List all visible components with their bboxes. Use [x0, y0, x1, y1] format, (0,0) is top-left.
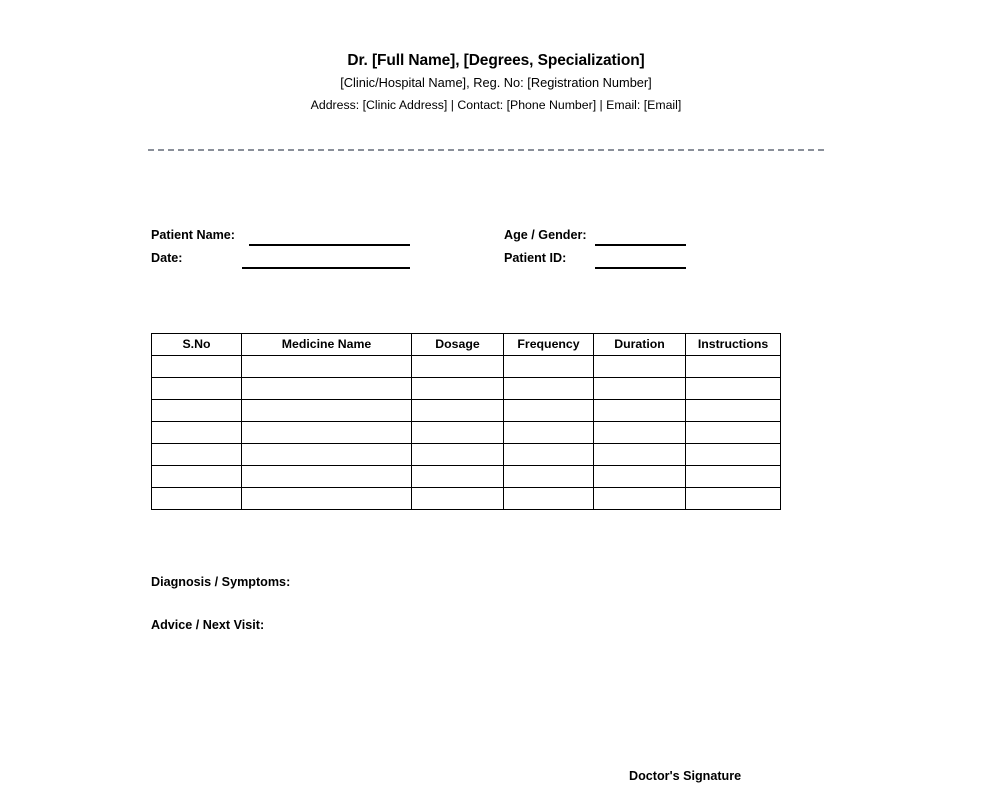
cell-sno[interactable] [152, 422, 242, 444]
column-header-sno: S.No [152, 334, 242, 356]
table-row[interactable] [152, 488, 781, 510]
cell-medicine[interactable] [242, 488, 412, 510]
cell-dosage[interactable] [412, 466, 504, 488]
cell-duration[interactable] [594, 356, 686, 378]
cell-frequency[interactable] [504, 378, 594, 400]
column-header-frequency: Frequency [504, 334, 594, 356]
cell-frequency[interactable] [504, 400, 594, 422]
cell-instructions[interactable] [686, 400, 781, 422]
cell-sno[interactable] [152, 356, 242, 378]
cell-frequency[interactable] [504, 422, 594, 444]
cell-duration[interactable] [594, 444, 686, 466]
patient-info-section [0, 228, 992, 278]
cell-sno[interactable] [152, 400, 242, 422]
cell-instructions[interactable] [686, 378, 781, 400]
patient-id-label: Patient ID: [504, 251, 567, 265]
cell-duration[interactable] [594, 422, 686, 444]
cell-duration[interactable] [594, 378, 686, 400]
table-row[interactable] [152, 378, 781, 400]
date-input-line[interactable] [242, 267, 410, 269]
cell-medicine[interactable] [242, 378, 412, 400]
header-divider [148, 149, 824, 151]
cell-sno[interactable] [152, 378, 242, 400]
cell-sno[interactable] [152, 466, 242, 488]
cell-frequency[interactable] [504, 444, 594, 466]
cell-duration[interactable] [594, 488, 686, 510]
cell-instructions[interactable] [686, 356, 781, 378]
age-gender-input-line[interactable] [595, 244, 686, 246]
cell-medicine[interactable] [242, 400, 412, 422]
cell-medicine[interactable] [242, 356, 412, 378]
table-row[interactable] [152, 356, 781, 378]
patient-id-input-line[interactable] [595, 267, 686, 269]
column-header-medicine: Medicine Name [242, 334, 412, 356]
letterhead [0, 50, 992, 116]
cell-medicine[interactable] [242, 466, 412, 488]
cell-dosage[interactable] [412, 400, 504, 422]
table-row[interactable] [152, 422, 781, 444]
cell-instructions[interactable] [686, 422, 781, 444]
cell-sno[interactable] [152, 444, 242, 466]
cell-dosage[interactable] [412, 444, 504, 466]
patient-name-input-line[interactable] [249, 244, 410, 246]
cell-sno[interactable] [152, 488, 242, 510]
cell-dosage[interactable] [412, 356, 504, 378]
table-body [152, 356, 781, 510]
cell-medicine[interactable] [242, 422, 412, 444]
column-header-dosage: Dosage [412, 334, 504, 356]
table-row[interactable] [152, 444, 781, 466]
cell-dosage[interactable] [412, 378, 504, 400]
cell-duration[interactable] [594, 466, 686, 488]
cell-dosage[interactable] [412, 488, 504, 510]
cell-dosage[interactable] [412, 422, 504, 444]
column-header-instructions: Instructions [686, 334, 781, 356]
table-header-row [152, 334, 781, 356]
doctor-signature-label: Doctor's Signature [629, 769, 742, 783]
clinic-registration-line: [Clinic/Hospital Name], Reg. No: [Registration Number] [340, 75, 652, 90]
cell-frequency[interactable] [504, 356, 594, 378]
advice-next-visit-label: Advice / Next Visit: [151, 618, 265, 632]
date-label: Date: [151, 251, 183, 265]
cell-instructions[interactable] [686, 466, 781, 488]
cell-frequency[interactable] [504, 466, 594, 488]
diagnosis-symptoms-label: Diagnosis / Symptoms: [151, 575, 291, 589]
doctor-name-heading: Dr. [Full Name], [Degrees, Specialization] [347, 52, 645, 69]
cell-medicine[interactable] [242, 444, 412, 466]
cell-instructions[interactable] [686, 444, 781, 466]
table-row[interactable] [152, 466, 781, 488]
cell-instructions[interactable] [686, 488, 781, 510]
table-row[interactable] [152, 400, 781, 422]
cell-frequency[interactable] [504, 488, 594, 510]
patient-name-label: Patient Name: [151, 228, 235, 242]
column-header-duration: Duration [594, 334, 686, 356]
prescription-table [151, 333, 781, 510]
age-gender-label: Age / Gender: [504, 228, 587, 242]
clinic-contact-line: Address: [Clinic Address] | Contact: [Phone Number] | Email: [Email] [310, 98, 682, 112]
cell-duration[interactable] [594, 400, 686, 422]
